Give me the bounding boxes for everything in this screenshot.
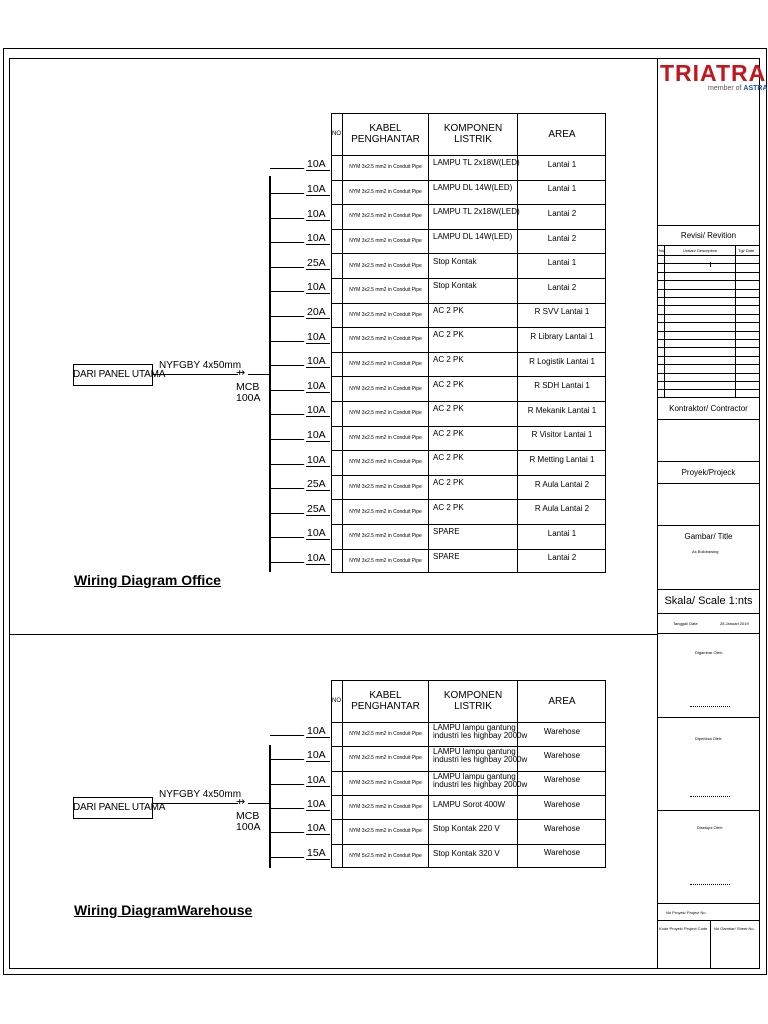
office-breaker-out-line <box>306 244 330 245</box>
office-cell-komponen: AC 2 PK <box>433 330 464 340</box>
warehouse-breaker-out-line <box>306 786 330 787</box>
office-breaker-rating: 10A <box>307 207 326 220</box>
logo-member-text: member of <box>708 85 742 92</box>
office-cell-komponen: AC 2 PK <box>433 379 464 389</box>
office-breaker-rating: 10A <box>307 404 326 417</box>
revision-heading: Revisi/ Revition <box>680 230 737 240</box>
office-cell-area: R SDH Lantai 1 <box>534 381 590 391</box>
office-breaker-rating: 10A <box>307 158 326 171</box>
warehouse-cable-label: NYFGBY 4x50mm <box>159 789 242 800</box>
warehouse-busbar <box>269 745 271 868</box>
approved-by-label: Disetujui Oleh: <box>697 825 724 830</box>
office-cell-komponen: AC 2 PK <box>433 305 464 315</box>
office-breaker-out-line <box>306 490 330 491</box>
office-breaker-rating: 10A <box>307 379 326 392</box>
warehouse-breaker-out-line <box>306 737 330 738</box>
office-cell-kabel: NYM 3x2.5 mm2 in Conduit Pipe <box>349 287 422 294</box>
office-cell-kabel: NYM 3x2.5 mm2 in Conduit Pipe <box>349 311 422 318</box>
office-cell-komponen: AC 2 PK <box>433 428 464 438</box>
warehouse-header-komponen: KOMPONEN LISTRIK <box>443 690 503 712</box>
office-cell-area: Lantai 1 <box>547 258 577 268</box>
office-cable-label: NYFGBY 4x50mm <box>159 360 242 371</box>
office-breaker-rating: 10A <box>307 330 326 343</box>
warehouse-breaker-rating: 10A <box>307 822 326 835</box>
office-cell-area: Lantai 2 <box>547 282 577 292</box>
revision-row-line <box>657 322 760 323</box>
warehouse-header-no: NO <box>332 698 341 704</box>
office-cell-area: Lantai 1 <box>547 159 577 169</box>
warehouse-cell-area: Warehose <box>543 775 581 785</box>
office-cell-area: R Metting Lantai 1 <box>529 454 595 464</box>
office-breaker-rating: 25A <box>307 502 326 515</box>
office-cell-area: R Aula Lantai 2 <box>534 479 590 489</box>
revision-row-line <box>657 373 760 374</box>
office-cell-kabel: NYM 3x2.5 mm2 in Conduit Pipe <box>349 188 422 195</box>
office-feeder-line <box>153 374 238 375</box>
office-breaker-rating: 10A <box>307 551 326 564</box>
warehouse-cell-kabel: NYM 3x2.5 mm2 in Conduit Pipe <box>349 804 422 811</box>
revision-row-line <box>657 331 760 332</box>
office-cell-area: R Aula Lantai 2 <box>534 504 590 514</box>
office-breaker-rating: 10A <box>307 281 326 294</box>
warehouse-feeder-line <box>153 803 238 804</box>
office-cell-komponen: LAMPU TL 2x18W(LED) <box>433 207 520 217</box>
checked-by-label: Diperiksa Oleh: <box>695 736 723 741</box>
drawn-by-label: Digambar Oleh: <box>695 650 724 655</box>
office-cell-area: Lantai 1 <box>547 184 577 194</box>
project-no-label: No Proyek/ Project No <box>666 910 706 915</box>
warehouse-cell-komponen <box>433 744 528 768</box>
drawn-by-signature-line <box>690 706 730 707</box>
office-cell-komponen: AC 2 PK <box>433 355 464 365</box>
office-breaker-out-line <box>306 416 330 417</box>
office-cell-kabel: NYM 3x2.5 mm2 in Conduit Pipe <box>349 238 422 245</box>
revision-row-line <box>657 297 760 298</box>
warehouse-cell-area: Warehose <box>543 823 581 833</box>
office-breaker-rating: 10A <box>307 453 326 466</box>
scale-label: Skala/ Scale 1:nts <box>664 595 753 607</box>
warehouse-cell-komponen <box>433 817 517 841</box>
warehouse-mcb-rating: 100A <box>236 821 261 833</box>
office-header-no: NO <box>332 131 341 137</box>
revision-row-line <box>657 339 760 340</box>
office-cell-kabel: NYM 3x2.5 mm2 in Conduit Pipe <box>349 557 422 564</box>
office-breaker-out-line <box>306 318 330 319</box>
logo-wordmark: TRIATRA <box>660 60 767 86</box>
office-cell-area: R Visitor Lantai 1 <box>531 430 593 440</box>
office-cell-area: Lantai 2 <box>547 208 577 218</box>
office-breaker-rating: 10A <box>307 355 326 368</box>
warehouse-breaker-rating: 15A <box>307 846 326 859</box>
approved-by-signature-line <box>690 884 730 885</box>
warehouse-breaker-rating: 10A <box>307 773 326 786</box>
warehouse-komponen-line-1: Stop Kontak 220 V <box>433 824 500 834</box>
office-cell-area: R Logistik Lantai 1 <box>529 356 595 366</box>
warehouse-cell-kabel: NYM 3x2.5 mm2 in Conduit Pipe <box>349 828 422 835</box>
warehouse-cell-kabel: NYM 3x2.5 mm2 in Conduit Pipe <box>349 731 422 738</box>
office-breaker-rating: 10A <box>307 182 326 195</box>
warehouse-cell-kabel: NYM 5x2.5 mm2 in Conduit Pipe <box>349 852 422 859</box>
logo-astra-text: ASTRA <box>743 85 768 92</box>
warehouse-cell-area: Warehose <box>543 799 581 809</box>
warehouse-breaker-rating: 10A <box>307 725 326 738</box>
contractor-label: Kontraktor/ Contractor <box>669 403 748 413</box>
office-cell-komponen: LAMPU DL 14W(LED) <box>433 232 513 242</box>
warehouse-breaker-out-line <box>306 834 330 835</box>
drawing-title-value: As Buildrawing <box>692 549 719 554</box>
office-title: Wiring Diagram Office <box>74 572 221 588</box>
office-cell-komponen: LAMPU DL 14W(LED) <box>433 182 513 192</box>
office-mcb-symbol: ⇸ <box>236 367 246 379</box>
office-breaker-out-line <box>306 367 330 368</box>
revision-row-line <box>657 263 760 264</box>
warehouse-cell-komponen <box>433 720 528 744</box>
section-divider <box>9 634 657 635</box>
office-breaker-out-line <box>306 392 330 393</box>
office-cell-komponen: SPARE <box>433 551 460 561</box>
revision-row-line <box>657 289 760 290</box>
office-source-label: DARI PANEL UTAMA <box>73 369 166 380</box>
office-cell-komponen: SPARE <box>433 527 460 537</box>
office-breaker-rating: 25A <box>307 256 326 269</box>
office-cell-komponen: AC 2 PK <box>433 502 464 512</box>
office-breaker-out-line <box>306 195 330 196</box>
office-cell-komponen: Stop Kontak <box>433 256 477 266</box>
warehouse-mcb-label: MCB <box>236 810 260 822</box>
office-cell-komponen: AC 2 PK <box>433 404 464 414</box>
titleblock-divider <box>657 58 658 969</box>
office-cell-kabel: NYM 3x2.5 mm2 in Conduit Pipe <box>349 361 422 368</box>
warehouse-cell-komponen <box>433 793 517 817</box>
warehouse-header-area: AREA <box>548 695 576 707</box>
warehouse-cell-kabel: NYM 3x2.5 mm2 in Conduit Pipe <box>349 779 422 786</box>
sheet-no-label: No Gambar/ Sheet No. <box>714 926 755 931</box>
warehouse-title: Wiring DiagramWarehouse <box>74 902 253 918</box>
office-cell-kabel: NYM 3x2.5 mm2 in Conduit Pipe <box>349 459 422 466</box>
revision-row-line <box>657 272 760 273</box>
company-logo <box>660 60 768 100</box>
warehouse-header-kabel: KABEL PENGHANTAR <box>351 690 420 712</box>
revision-row-line <box>657 280 760 281</box>
office-cell-area: R Library Lantai 1 <box>530 331 594 341</box>
warehouse-komponen-line-1: LAMPU lampu gantung <box>433 771 516 781</box>
office-cell-kabel: NYM 3x2.5 mm2 in Conduit Pipe <box>349 410 422 417</box>
office-breaker-out-line <box>306 269 330 270</box>
warehouse-komponen-line-1: Stop Kontak 320 V <box>433 848 500 858</box>
warehouse-cell-komponen <box>433 769 528 793</box>
office-header-kabel: KABEL PENGHANTAR <box>351 123 420 145</box>
office-cell-kabel: NYM 3x2.5 mm2 in Conduit Pipe <box>349 213 422 220</box>
drawing-title-label: Gambar/ Title <box>684 531 733 541</box>
warehouse-breaker-out-line <box>306 859 330 860</box>
warehouse-komponen-line-1: LAMPU Sorot 400W <box>433 800 506 810</box>
office-breaker-out-line <box>306 539 330 540</box>
office-cell-area: Lantai 1 <box>547 528 577 538</box>
office-mcb-rating: 100A <box>236 392 261 404</box>
office-cell-area: R SVV Lantai 1 <box>534 307 590 317</box>
warehouse-breaker-out-line <box>306 810 330 811</box>
office-cell-area: Lantai 2 <box>547 233 577 243</box>
warehouse-source-label: DARI PANEL UTAMA <box>73 802 166 813</box>
office-breaker-out-line <box>306 441 330 442</box>
revision-row-line <box>657 381 760 382</box>
warehouse-komponen-line-2: industri les highbay 2000w <box>433 779 528 789</box>
office-breaker-out-line <box>306 293 330 294</box>
office-breaker-rating: 25A <box>307 478 326 491</box>
office-breaker-rating: 10A <box>307 428 326 441</box>
revision-col-description: Uraian/ Description <box>683 248 718 253</box>
office-cell-kabel: NYM 3x2.5 mm2 in Conduit Pipe <box>349 533 422 540</box>
office-breaker-out-line <box>306 515 330 516</box>
warehouse-breaker-out-line <box>306 761 330 762</box>
revision-row-line <box>657 389 760 390</box>
checked-by-signature-line <box>690 796 730 797</box>
office-cell-komponen: Stop Kontak <box>433 281 477 291</box>
office-breaker-rating: 10A <box>307 232 326 245</box>
office-breaker-rating: 10A <box>307 527 326 540</box>
revision-row-line <box>657 347 760 348</box>
office-header-komponen: KOMPONEN LISTRIK <box>443 123 503 145</box>
office-breaker-out-line <box>306 170 330 171</box>
revision-row-line <box>657 356 760 357</box>
date-label: Tanggal/ Date <box>673 621 698 626</box>
warehouse-breaker-rating: 10A <box>307 749 326 762</box>
warehouse-cell-area: Warehose <box>543 726 581 736</box>
project-label: Proyek/Projeck <box>681 467 736 477</box>
office-mcb-label: MCB <box>236 381 260 393</box>
warehouse-komponen-line-1: LAMPU lampu gantung <box>433 723 516 733</box>
office-header-area: AREA <box>548 128 576 140</box>
office-breaker-rating: 20A <box>307 305 326 318</box>
office-breaker-out-line <box>306 220 330 221</box>
warehouse-cell-komponen <box>433 842 517 866</box>
revision-col-no: No <box>659 248 665 253</box>
office-breaker-out-line <box>306 343 330 344</box>
warehouse-komponen-line-1: LAMPU lampu gantung <box>433 747 516 757</box>
office-cell-area: R Mekanik Lantai 1 <box>527 405 597 415</box>
office-cell-komponen: LAMPU TL 2x18W(LED) <box>433 158 520 168</box>
warehouse-cell-area: Warehose <box>543 848 581 858</box>
warehouse-cell-kabel: NYM 3x2.5 mm2 in Conduit Pipe <box>349 755 422 762</box>
revision-row-line <box>657 314 760 315</box>
revision-row-line <box>657 364 760 365</box>
warehouse-komponen-line-2: industri les highbay 2000w <box>433 731 528 741</box>
office-cell-kabel: NYM 3x2.5 mm2 in Conduit Pipe <box>349 164 422 171</box>
office-cell-kabel: NYM 3x2.5 mm2 in Conduit Pipe <box>349 385 422 392</box>
office-cell-kabel: NYM 3x2.5 mm2 in Conduit Pipe <box>349 434 422 441</box>
office-cell-kabel: NYM 3x2.5 mm2 in Conduit Pipe <box>349 508 422 515</box>
warehouse-breaker-rating: 10A <box>307 798 326 811</box>
revision-row-line <box>657 255 760 256</box>
office-cell-kabel: NYM 3x2.5 mm2 in Conduit Pipe <box>349 262 422 269</box>
revision-col-date: Tgl/ Date <box>738 248 755 253</box>
office-cell-area: Lantai 2 <box>547 553 577 563</box>
revision-row-line <box>657 305 760 306</box>
office-cell-kabel: NYM 3x2.5 mm2 in Conduit Pipe <box>349 484 422 491</box>
warehouse-mcb-symbol: ⇸ <box>236 796 246 808</box>
office-cell-komponen: AC 2 PK <box>433 478 464 488</box>
warehouse-cell-area: Warehose <box>543 750 581 760</box>
warehouse-komponen-line-2: industri les highbay 2000w <box>433 755 528 765</box>
project-code-label: Kode Proyek/ Project Code <box>659 926 708 931</box>
office-breaker-out-line <box>306 466 330 467</box>
office-cell-kabel: NYM 3x2.5 mm2 in Conduit Pipe <box>349 336 422 343</box>
date-value: 28 Januari 2019 <box>720 621 749 626</box>
office-cell-komponen: AC 2 PK <box>433 453 464 463</box>
office-breaker-out-line <box>306 564 330 565</box>
